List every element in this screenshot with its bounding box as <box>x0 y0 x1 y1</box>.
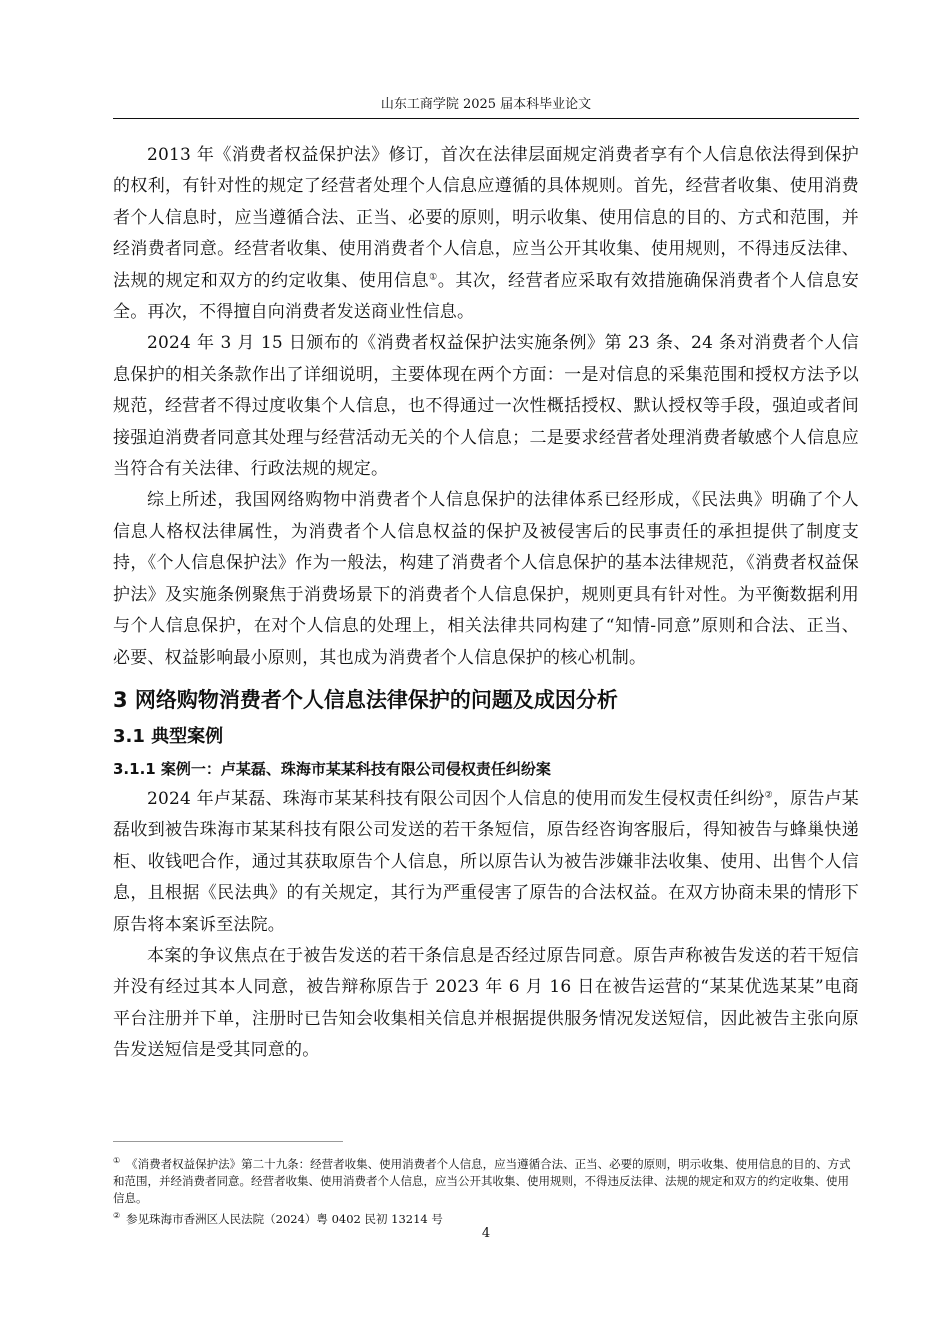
footnotes <box>113 1152 859 1228</box>
paragraph-text: 本案的争议焦点在于被告发送的若干条信息是否经过原告同意。原告声称被告发送的若干短信并没有经过其本人同意，被告辩称原告于 2023 年 6 月 16 日在被告运营的“某某优选某某”电商平台注册并下单，注册时已告知会收集相关信息并根据提供服务情况发送短信，因此被告主张向原告发送短信是受其同意的。 <box>113 945 859 1061</box>
footnote-text: 参见珠海市香洲区人民法院（2024）粤 0402 民初 13214 号 <box>126 1211 443 1226</box>
header-rule <box>113 118 859 119</box>
section-heading: 3 网络购物消费者个人信息法律保护的问题及成因分析 <box>113 687 618 712</box>
paragraph-consumer-law-2013 <box>113 140 859 328</box>
paragraph-regulation-2024 <box>113 328 859 485</box>
paragraph-case-dispute <box>113 941 859 1067</box>
footnote-ref-2[interactable]: ② <box>764 790 773 801</box>
footnote-text: 《消费者权益保护法》第二十九条：经营者收集、使用消费者个人信息，应当遵循合法、正当、必要的原则，明示收集、使用信息的目的、方式和范围，并经消费者同意。经营者收集、使用消费者个人信息，应当公开其收集、使用规则，不得违反法律、法规的规定和双方的约定收集、使用信息。 <box>113 1156 851 1205</box>
footnote-rule <box>113 1141 343 1142</box>
paragraph-text: 2024 年卢某磊、珠海市某某科技有限公司因个人信息的使用而发生侵权责任纠纷 <box>147 788 765 809</box>
footnote-ref-1[interactable]: ① <box>429 271 438 282</box>
paragraph-text: 综上所述，我国网络购物中消费者个人信息保护的法律体系已经形成，《民法典》明确了个人信息人格权法律属性，为消费者个人信息权益的保护及被侵害后的民事责任的承担提供了制度支持，《个人信息保护法》作为一般法，构建了消费者个人信息保护的基本法律规范，《消费者权益保护法》及实施条例聚焦于消费场景下的消费者个人信息保护，规则更具有针对性。为平衡数据利用与个人信息保护，在对个人信息的处理上，相关法律共同构建了“知情-同意”原则和合法、正当、必要、权益影响最小原则，其也成为消费者个人信息保护的核心机制。 <box>113 490 859 668</box>
page-body <box>113 140 859 1067</box>
subsection-heading: 3.1 典型案例 <box>113 725 224 747</box>
paragraph-text-cont: 。其次，经营者应采取有效措施确保消费者个人信息安全。再次，不得擅自向消费者发送商业性信息。 <box>113 270 859 323</box>
footnote-mark: ② <box>113 1210 121 1220</box>
paragraph-case-facts <box>113 784 859 941</box>
footnote-1 <box>113 1152 859 1207</box>
paragraph-summary <box>113 485 859 673</box>
subsubsection-heading: 3.1.1 案例一：卢某磊、珠海市某某科技有限公司侵权责任纠纷案 <box>113 759 551 778</box>
footnote-2 <box>113 1207 859 1228</box>
paragraph-text: 2013 年《消费者权益保护法》修订，首次在法律层面规定消费者享有个人信息依法得到保护的权利，有针对性的规定了经营者处理个人信息应遵循的具体规则。首先，经营者收集、使用消费者个人信息时，应当遵循合法、正当、必要的原则，明示收集、使用信息的目的、方式和范围，并经消费者同意。经营者收集、使用消费者个人信息，应当公开其收集、使用规则，不得违反法律、法规的规定和双方的约定收集、使用信息 <box>113 145 859 291</box>
paragraph-text: 2024 年 3 月 15 日颁布的《消费者权益保护法实施条例》第 23 条、24 条对消费者个人信息保护的相关条款作出了详细说明，主要体现在两个方面：一是对信息的采集范围和授权方法予以规范，经营者不得过度收集个人信息，也不得通过一次性概括授权、默认授权等手段，强迫或者间接强迫消费者同意其处理与经营活动无关的个人信息；二是要求经营者处理消费者敏感个人信息应当符合有关法律、行政法规的规定。 <box>113 333 859 480</box>
running-header: 山东工商学院 2025 届本科毕业论文 <box>380 97 592 112</box>
page-number: 4 <box>481 1226 491 1241</box>
footnote-mark: ① <box>113 1156 121 1165</box>
paragraph-text-cont: ，原告卢某磊收到被告珠海市某某科技有限公司发送的若干条短信，原告经咨询客服后，得知被告与蜂巢快递柜、收钱吧合作，通过其获取原告个人信息，所以原告认为被告涉嫌非法收集、使用、出售个人信息，且根据《民法典》的有关规定，其行为严重侵害了原告的合法权益。在双方协商未果的情形下原告将本案诉至法院。 <box>113 788 859 935</box>
